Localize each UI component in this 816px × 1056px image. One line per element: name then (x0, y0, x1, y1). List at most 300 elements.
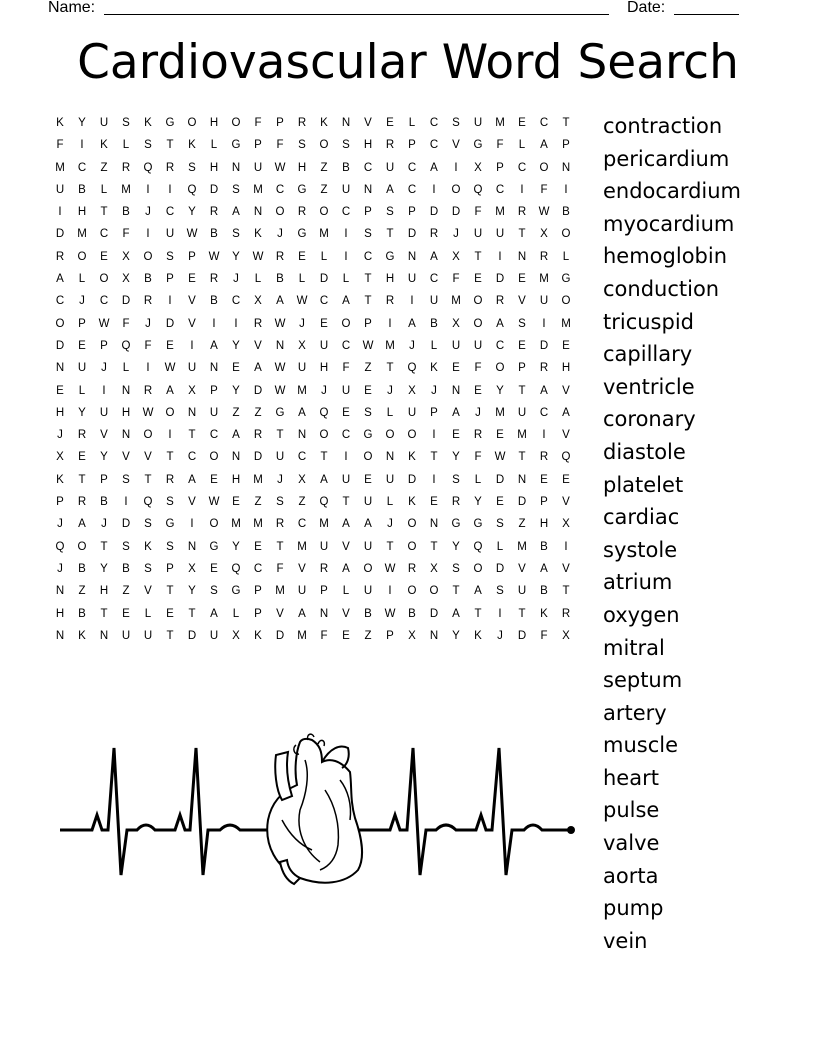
grid-letter: I (168, 429, 172, 442)
grid-letter: Z (518, 518, 526, 531)
grid-letter: J (101, 518, 107, 531)
grid-letter: R (165, 473, 175, 486)
grid-letter: W (274, 362, 286, 375)
grid-letter: F (540, 629, 548, 642)
grid-letter: B (78, 183, 86, 196)
grid-letter: W (384, 562, 396, 575)
grid-letter: X (562, 518, 570, 531)
grid-letter: N (451, 384, 461, 397)
grid-letter: L (386, 496, 394, 509)
grid-letter: T (276, 429, 284, 442)
grid-letter: R (297, 206, 307, 219)
grid-letter: I (520, 183, 524, 196)
grid-letter: D (55, 339, 65, 352)
grid-letter: U (341, 183, 351, 196)
grid-letter: T (276, 540, 284, 553)
grid-letter: P (210, 384, 218, 397)
grid-letter: S (496, 518, 504, 531)
grid-letter: M (297, 384, 307, 397)
grid-letter: Y (188, 206, 196, 219)
grid-letter: R (143, 295, 153, 308)
grid-letter: V (342, 607, 350, 620)
grid-letter: B (210, 295, 218, 308)
grid-letter: Y (232, 384, 240, 397)
grid-letter: U (275, 451, 285, 464)
grid-letter: L (78, 384, 86, 397)
grid-letter: V (364, 117, 372, 129)
grid-letter: F (320, 629, 328, 642)
grid-letter: W (252, 250, 264, 263)
grid-letter: S (452, 117, 460, 129)
grid-letter: T (364, 295, 372, 308)
grid-letter: T (78, 473, 86, 486)
grid-letter: K (56, 473, 64, 486)
grid-letter: Q (231, 562, 241, 575)
grid-letter: A (452, 607, 460, 620)
grid-letter: W (142, 406, 154, 419)
grid-letter: K (540, 607, 548, 620)
grid-letter: X (188, 562, 196, 575)
grid-letter: V (562, 496, 570, 509)
grid-letter: T (386, 228, 394, 241)
grid-letter: J (277, 228, 283, 241)
grid-letter: T (518, 384, 526, 397)
grid-letter: U (517, 585, 527, 598)
grid-letter: N (297, 429, 307, 442)
grid-letter: C (539, 117, 549, 129)
grid-letter: F (276, 139, 284, 152)
grid-letter: K (254, 629, 262, 642)
grid-letter: D (253, 384, 263, 397)
grid-letter: P (100, 339, 108, 352)
grid-letter: U (253, 161, 263, 174)
grid-letter: V (144, 451, 152, 464)
grid-letter: K (188, 139, 196, 152)
grid-letter: V (144, 585, 152, 598)
grid-letter: S (166, 496, 174, 509)
grid-letter: N (55, 585, 65, 598)
grid-letter: J (145, 317, 151, 330)
grid-letter: U (99, 406, 109, 419)
word-list-item: aorta (603, 863, 659, 888)
grid-letter: J (387, 384, 393, 397)
grid-letter: H (363, 139, 373, 152)
grid-letter: U (495, 228, 505, 241)
grid-letter: T (364, 273, 372, 286)
grid-letter: R (209, 273, 219, 286)
grid-letter: L (100, 183, 108, 196)
grid-letter: N (99, 629, 109, 642)
grid-letter: E (496, 429, 504, 442)
grid-letter: H (77, 206, 87, 219)
grid-letter: A (78, 518, 86, 531)
grid-letter: S (276, 496, 284, 509)
grid-letter: A (276, 295, 284, 308)
grid-letter: C (495, 339, 505, 352)
grid-letter: L (386, 406, 394, 419)
word-list-item: contraction (603, 114, 723, 138)
grid-letter: H (121, 406, 131, 419)
grid-letter: E (188, 273, 196, 286)
grid-letter: E (452, 429, 460, 442)
grid-letter: M (517, 429, 527, 442)
grid-letter: Q (473, 183, 483, 196)
grid-letter: K (144, 117, 152, 129)
grid-letter: I (124, 496, 128, 509)
grid-letter: U (209, 629, 219, 642)
grid-letter: R (539, 451, 549, 464)
grid-letter: S (144, 518, 152, 531)
grid-letter: Z (364, 362, 372, 375)
grid-letter: E (100, 250, 108, 263)
grid-letter: C (539, 406, 549, 419)
grid-letter: S (452, 473, 460, 486)
grid-letter: D (407, 228, 417, 241)
grid-letter: L (210, 139, 218, 152)
grid-letter: O (473, 295, 483, 308)
grid-letter: L (562, 250, 570, 263)
grid-letter: T (518, 228, 526, 241)
grid-letter: P (254, 607, 262, 620)
grid-letter: U (297, 585, 307, 598)
grid-letter: L (342, 273, 350, 286)
grid-letter: D (209, 183, 219, 196)
grid-letter: E (342, 406, 350, 419)
grid-letter: E (342, 629, 350, 642)
grid-letter: V (188, 317, 196, 330)
grid-letter: M (55, 161, 65, 174)
word-list-item: platelet (603, 472, 684, 497)
grid-letter: I (344, 451, 348, 464)
grid-letter: E (210, 473, 218, 486)
grid-letter: S (166, 540, 174, 553)
grid-letter: B (540, 585, 548, 598)
name-label: Name: (48, 0, 96, 16)
grid-letter: R (539, 250, 549, 263)
word-list-item: heart (603, 765, 659, 790)
grid-letter: C (341, 206, 351, 219)
grid-letter: C (429, 139, 439, 152)
grid-letter: V (298, 562, 306, 575)
grid-letter: V (562, 429, 570, 442)
grid-letter: U (363, 540, 373, 553)
grid-letter: A (232, 429, 240, 442)
grid-letter: P (364, 206, 372, 219)
grid-letter: U (121, 629, 131, 642)
grid-letter: C (275, 183, 285, 196)
grid-letter: E (474, 384, 482, 397)
grid-letter: R (407, 562, 417, 575)
grid-letter: Y (232, 540, 240, 553)
grid-letter: W (274, 317, 286, 330)
grid-letter: U (187, 362, 197, 375)
grid-letter: G (297, 183, 307, 196)
grid-letter: A (210, 339, 218, 352)
grid-letter: C (341, 339, 351, 352)
grid-letter: W (538, 206, 550, 219)
grid-letter: J (277, 473, 283, 486)
grid-letter: Q (319, 406, 329, 419)
grid-letter: I (564, 540, 568, 553)
grid-letter: M (77, 228, 87, 241)
grid-letter: D (165, 317, 175, 330)
grid-letter: D (495, 473, 505, 486)
grid-letter: R (77, 496, 87, 509)
grid-letter: E (78, 339, 86, 352)
grid-letter: O (407, 540, 417, 553)
grid-letter: H (539, 518, 549, 531)
grid-letter: A (540, 139, 548, 152)
grid-letter: W (296, 295, 308, 308)
grid-letter: N (561, 161, 571, 174)
grid-letter: X (474, 161, 482, 174)
grid-letter: A (342, 518, 350, 531)
grid-letter: P (364, 317, 372, 330)
grid-letter: P (430, 406, 438, 419)
grid-letter: X (298, 339, 306, 352)
grid-letter: K (78, 629, 86, 642)
grid-letter: A (430, 161, 438, 174)
grid-letter: L (232, 607, 240, 620)
grid-letter: O (429, 585, 439, 598)
grid-letter: T (342, 496, 350, 509)
grid-letter: M (451, 295, 461, 308)
grid-letter: Q (187, 183, 197, 196)
grid-letter: N (121, 384, 131, 397)
grid-letter: B (562, 206, 570, 219)
word-list-item: ventricle (603, 374, 695, 399)
grid-letter: L (320, 250, 328, 263)
grid-letter: O (363, 451, 373, 464)
grid-letter: E (232, 362, 240, 375)
grid-letter: E (562, 473, 570, 486)
grid-letter: N (385, 451, 395, 464)
grid-letter: N (55, 629, 65, 642)
grid-letter: E (364, 384, 372, 397)
grid-letter: F (540, 183, 548, 196)
grid-letter: P (276, 117, 284, 129)
grid-letter: U (429, 295, 439, 308)
grid-letter: K (144, 540, 152, 553)
grid-letter: P (496, 161, 504, 174)
grid-letter: R (297, 117, 307, 129)
grid-letter: A (364, 518, 372, 531)
grid-letter: F (56, 139, 64, 152)
grid-letter: O (231, 117, 241, 129)
grid-letter: T (474, 250, 482, 263)
grid-letter: L (122, 362, 130, 375)
grid-letter: Y (232, 250, 240, 263)
grid-letter: T (166, 139, 174, 152)
grid-letter: G (297, 228, 307, 241)
grid-letter: P (562, 139, 570, 152)
grid-letter: B (430, 317, 438, 330)
grid-letter: E (452, 362, 460, 375)
grid-letter: Z (254, 496, 262, 509)
grid-letter: I (432, 473, 436, 486)
grid-letter: O (451, 183, 461, 196)
grid-letter: V (562, 562, 570, 575)
grid-letter: O (385, 429, 395, 442)
grid-letter: J (57, 429, 63, 442)
grid-letter: M (319, 228, 329, 241)
grid-letter: P (540, 496, 548, 509)
grid-letter: U (473, 228, 483, 241)
grid-letter: N (407, 250, 417, 263)
word-list-item: valve (603, 831, 660, 856)
grid-letter: O (495, 362, 505, 375)
grid-letter: L (254, 273, 262, 286)
grid-letter: J (299, 317, 305, 330)
grid-letter: J (321, 384, 327, 397)
word-list-item: conduction (603, 276, 720, 301)
grid-letter: U (407, 273, 417, 286)
grid-letter: Y (452, 629, 460, 642)
grid-letter: Q (143, 161, 153, 174)
word-list-item: septum (603, 668, 683, 693)
grid-letter: D (517, 496, 527, 509)
grid-letter: X (430, 562, 438, 575)
grid-letter: N (253, 206, 263, 219)
grid-letter: A (232, 206, 240, 219)
grid-letter: T (430, 451, 438, 464)
grid-letter: X (188, 384, 196, 397)
grid-letter: O (341, 317, 351, 330)
date-label: Date: (627, 0, 666, 16)
grid-letter: S (364, 406, 372, 419)
grid-letter: J (57, 518, 63, 531)
grid-letter: W (208, 250, 220, 263)
grid-letter: L (78, 273, 86, 286)
grid-letter: P (386, 629, 394, 642)
grid-letter: C (77, 161, 87, 174)
grid-letter: V (122, 451, 130, 464)
grid-letter: Q (143, 496, 153, 509)
grid-letter: O (407, 518, 417, 531)
grid-letter: I (344, 228, 348, 241)
grid-letter: Y (78, 117, 86, 129)
grid-letter: E (232, 496, 240, 509)
grid-letter: L (430, 339, 438, 352)
grid-letter: T (100, 607, 108, 620)
grid-letter: J (387, 518, 393, 531)
grid-letter: A (386, 183, 394, 196)
word-list-item: endocardium (603, 179, 742, 204)
grid-letter: U (319, 540, 329, 553)
grid-letter: V (188, 496, 196, 509)
grid-letter: G (275, 406, 285, 419)
grid-letter: N (209, 362, 219, 375)
grid-letter: G (451, 518, 461, 531)
grid-letter: Y (100, 451, 108, 464)
grid-letter: W (208, 496, 220, 509)
grid-letter: E (254, 540, 262, 553)
grid-letter: V (342, 540, 350, 553)
grid-letter: A (430, 250, 438, 263)
grid-letter: Q (121, 339, 131, 352)
grid-letter: H (209, 161, 219, 174)
grid-letter: S (188, 161, 196, 174)
grid-letter: B (122, 562, 130, 575)
grid-letter: Z (364, 629, 372, 642)
grid-letter: B (78, 607, 86, 620)
grid-letter: A (342, 562, 350, 575)
grid-letter: U (341, 473, 351, 486)
grid-letter: O (99, 273, 109, 286)
grid-letter: E (518, 273, 526, 286)
grid-letter: B (144, 273, 152, 286)
grid-letter: I (146, 228, 150, 241)
grid-letter: O (539, 161, 549, 174)
grid-letter: G (231, 585, 241, 598)
grid-letter: O (143, 429, 153, 442)
grid-letter: S (298, 139, 306, 152)
grid-letter: F (474, 362, 482, 375)
grid-letter: X (122, 250, 130, 263)
grid-letter: O (165, 406, 175, 419)
grid-letter: D (451, 206, 461, 219)
grid-letter: P (188, 250, 196, 263)
grid-letter: W (274, 384, 286, 397)
grid-letter: O (77, 250, 87, 263)
grid-letter: M (561, 317, 571, 330)
grid-letter: K (254, 228, 262, 241)
grid-letter: O (275, 206, 285, 219)
grid-letter: L (518, 139, 526, 152)
grid-letter: R (385, 139, 395, 152)
grid-letter: S (452, 562, 460, 575)
grid-letter: C (55, 295, 65, 308)
grid-letter: V (276, 607, 284, 620)
grid-letter: R (253, 317, 263, 330)
word-list-item: pump (603, 896, 664, 921)
grid-letter: Y (452, 451, 460, 464)
grid-letter: F (122, 317, 130, 330)
grid-letter: J (233, 273, 239, 286)
grid-letter: Z (122, 585, 130, 598)
grid-letter: U (77, 362, 87, 375)
word-list-item: vein (603, 928, 648, 953)
grid-letter: O (143, 250, 153, 263)
grid-letter: S (386, 206, 394, 219)
grid-letter: C (429, 273, 439, 286)
grid-letter: B (364, 607, 372, 620)
grid-letter: B (408, 607, 416, 620)
grid-letter: U (473, 339, 483, 352)
grid-letter: I (498, 250, 502, 263)
grid-letter: M (231, 518, 241, 531)
grid-letter: M (253, 518, 263, 531)
grid-letter: E (78, 451, 86, 464)
grid-letter: B (540, 540, 548, 553)
grid-letter: C (517, 161, 527, 174)
grid-letter: R (561, 607, 571, 620)
grid-letter: B (122, 206, 130, 219)
grid-letter: S (144, 139, 152, 152)
grid-letter: Y (496, 384, 504, 397)
grid-letter: N (231, 451, 241, 464)
grid-letter: Z (232, 406, 240, 419)
grid-letter: I (146, 183, 150, 196)
grid-letter: U (473, 117, 483, 129)
grid-letter: U (385, 473, 395, 486)
grid-letter: C (495, 183, 505, 196)
grid-letter: V (518, 562, 526, 575)
grid-letter: N (363, 183, 373, 196)
grid-letter: I (432, 183, 436, 196)
grid-letter: E (320, 317, 328, 330)
grid-letter: C (363, 161, 373, 174)
